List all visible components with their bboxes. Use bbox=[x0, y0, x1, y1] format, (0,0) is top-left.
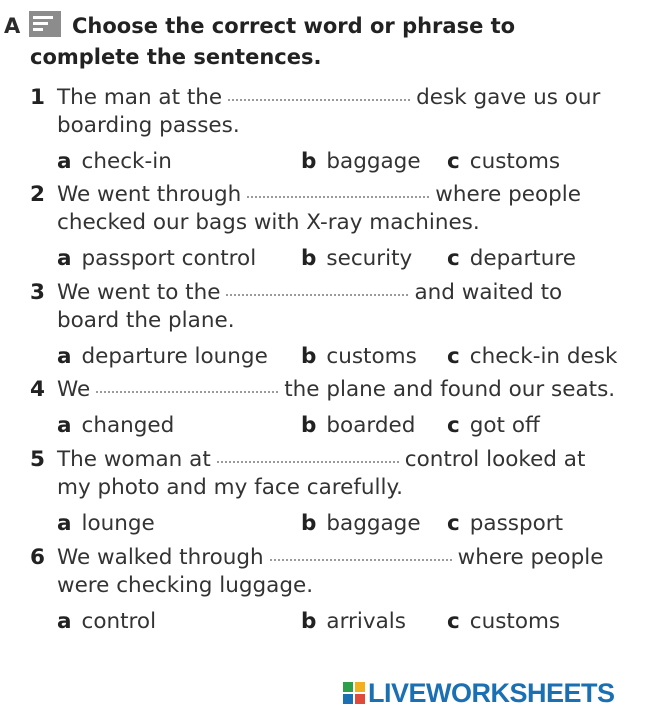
option-letter: a bbox=[57, 344, 72, 369]
instructions: Choose the correct word or phrase to complete the sentences. bbox=[30, 14, 516, 69]
question-text-continued: board the plane. bbox=[57, 308, 235, 333]
answer-options bbox=[30, 342, 645, 372]
option-c[interactable] bbox=[447, 411, 540, 441]
option-letter: b bbox=[301, 149, 317, 174]
question-3 bbox=[30, 279, 645, 372]
answer-options bbox=[30, 147, 645, 177]
question-text-after: the plane and found our seats. bbox=[284, 377, 616, 402]
option-letter: c bbox=[447, 344, 460, 369]
option-letter: c bbox=[447, 609, 460, 634]
question-text-before: The woman at bbox=[57, 447, 211, 472]
option-c[interactable] bbox=[447, 342, 617, 372]
question-text-after: and waited to bbox=[414, 280, 563, 305]
answer-options bbox=[30, 411, 645, 441]
option-b[interactable] bbox=[301, 411, 415, 441]
option-a[interactable] bbox=[57, 509, 155, 539]
option-letter: b bbox=[301, 246, 317, 271]
answer-options bbox=[30, 244, 645, 274]
liveworksheets-brand-text: LIVEWORKSHEETS bbox=[368, 677, 615, 708]
question-text-continued: were checking luggage. bbox=[57, 573, 314, 598]
answer-blank[interactable] bbox=[247, 193, 429, 198]
question-text-after: desk gave us our bbox=[416, 85, 601, 110]
question-text-after: control looked at bbox=[404, 447, 586, 472]
question-text-before: We went to the bbox=[57, 280, 221, 305]
option-text: check-in bbox=[81, 149, 172, 174]
question-text-before: We walked through bbox=[57, 545, 264, 570]
option-text: control bbox=[81, 609, 157, 634]
option-letter: a bbox=[57, 149, 72, 174]
option-letter: a bbox=[57, 609, 72, 634]
question-number: 3 bbox=[30, 280, 45, 305]
question-text bbox=[30, 84, 645, 140]
option-b[interactable] bbox=[301, 244, 412, 274]
answer-blank[interactable] bbox=[217, 458, 399, 463]
question-number: 6 bbox=[30, 545, 45, 570]
option-text: check-in desk bbox=[469, 344, 618, 369]
answer-options bbox=[30, 607, 645, 637]
answer-blank[interactable] bbox=[226, 291, 408, 296]
question-2 bbox=[30, 181, 645, 274]
option-text: passport bbox=[469, 511, 564, 536]
option-letter: a bbox=[57, 511, 72, 536]
question-text-continued: checked our bags with X-ray machines. bbox=[57, 210, 480, 235]
option-text: passport control bbox=[81, 246, 257, 271]
question-text bbox=[30, 376, 645, 404]
option-letter: c bbox=[447, 149, 460, 174]
option-letter: b bbox=[301, 609, 317, 634]
question-number: 4 bbox=[30, 377, 45, 402]
option-c[interactable] bbox=[447, 607, 560, 637]
option-c[interactable] bbox=[447, 147, 560, 177]
option-letter: b bbox=[301, 413, 317, 438]
option-a[interactable] bbox=[57, 244, 256, 274]
answer-blank[interactable] bbox=[228, 96, 410, 101]
option-b[interactable] bbox=[301, 607, 406, 637]
question-text-after: where people bbox=[435, 182, 581, 207]
option-a[interactable] bbox=[57, 607, 156, 637]
option-text: got off bbox=[469, 413, 540, 438]
question-text bbox=[30, 544, 645, 600]
option-text: customs bbox=[469, 149, 561, 174]
option-a[interactable] bbox=[57, 147, 172, 177]
option-b[interactable] bbox=[301, 509, 421, 539]
option-text: customs bbox=[326, 344, 417, 369]
question-text-before: We went through bbox=[57, 182, 242, 207]
question-text-continued: boarding passes. bbox=[57, 113, 240, 138]
question-1 bbox=[30, 84, 645, 177]
option-letter: b bbox=[301, 344, 317, 369]
question-6 bbox=[30, 544, 645, 637]
answer-blank[interactable] bbox=[270, 556, 452, 561]
option-a[interactable] bbox=[57, 342, 268, 372]
answer-blank[interactable] bbox=[96, 388, 278, 393]
question-text-after: where people bbox=[457, 545, 604, 570]
question-5 bbox=[30, 446, 645, 539]
option-c[interactable] bbox=[447, 509, 563, 539]
option-b[interactable] bbox=[301, 147, 421, 177]
question-text-before: The man at the bbox=[57, 85, 223, 110]
question-4 bbox=[30, 376, 645, 441]
option-c[interactable] bbox=[447, 244, 576, 274]
option-text: arrivals bbox=[326, 609, 406, 634]
option-letter: c bbox=[447, 246, 460, 271]
question-number: 5 bbox=[30, 447, 45, 472]
section-letter: A bbox=[4, 14, 21, 38]
question-text bbox=[30, 446, 645, 502]
question-text-continued: my photo and my face carefully. bbox=[57, 475, 403, 500]
option-text: baggage bbox=[326, 511, 421, 536]
option-text: lounge bbox=[81, 511, 155, 536]
option-text: customs bbox=[469, 609, 561, 634]
liveworksheets-logo[interactable] bbox=[343, 678, 615, 708]
question-text bbox=[30, 279, 645, 335]
question-number: 1 bbox=[30, 85, 45, 110]
option-b[interactable] bbox=[301, 342, 417, 372]
option-letter: b bbox=[301, 511, 317, 536]
option-a[interactable] bbox=[57, 411, 174, 441]
option-text: departure bbox=[469, 246, 576, 271]
option-text: changed bbox=[81, 413, 175, 438]
option-text: boarded bbox=[326, 413, 416, 438]
liveworksheets-logo-icon bbox=[343, 682, 365, 704]
option-letter: a bbox=[57, 413, 72, 438]
answer-options bbox=[30, 509, 645, 539]
option-letter: c bbox=[447, 413, 460, 438]
option-text: departure lounge bbox=[81, 344, 268, 369]
question-text-before: We bbox=[57, 377, 91, 402]
option-text: security bbox=[326, 246, 413, 271]
option-text: baggage bbox=[326, 149, 421, 174]
question-text bbox=[30, 181, 645, 237]
option-letter: a bbox=[57, 246, 72, 271]
option-letter: c bbox=[447, 511, 460, 536]
question-number: 2 bbox=[30, 182, 45, 207]
